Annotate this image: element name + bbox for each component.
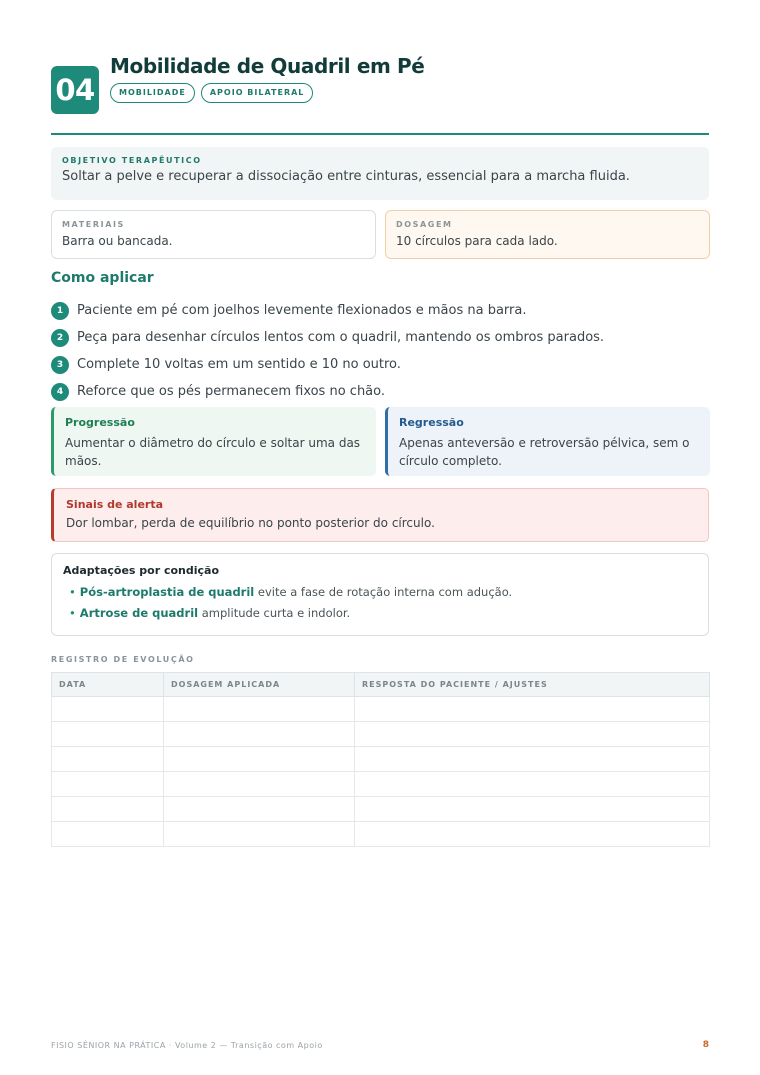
step-number: 2 [51, 329, 69, 347]
adaptation-text: evite a fase de rotação interna com adução. [257, 585, 513, 599]
tag-list [110, 83, 313, 103]
log-cell-dosage[interactable] [164, 722, 355, 747]
log-cell-dosage[interactable] [164, 747, 355, 772]
materials-label: MATERIAIS [62, 220, 125, 229]
bullet-dot-icon: • [69, 585, 76, 599]
evolution-log-table [51, 672, 710, 847]
step-text: Peça para desenhar círculos lentos com o quadril, mantendo os ombros parados. [77, 330, 605, 345]
adaptation-text: amplitude curta e indolor. [201, 606, 351, 620]
table-row [52, 722, 710, 747]
dosage-text: 10 círculos para cada lado. [396, 234, 558, 248]
table-row [52, 747, 710, 772]
page-number: 8 [702, 1040, 709, 1050]
log-cell-response[interactable] [355, 797, 710, 822]
footer-book-title: FISIO SÊNIOR NA PRÁTICA · Volume 2 — Transição com Apoio [51, 1041, 323, 1050]
alert-box [51, 488, 709, 542]
exercise-number-badge: 04 [51, 66, 99, 114]
adaptation-condition: Artrose de quadril [79, 606, 199, 620]
step-number: 4 [51, 383, 69, 401]
alert-title: Sinais de alerta [66, 498, 164, 511]
log-cell-dosage[interactable] [164, 822, 355, 847]
column-header-response: RESPOSTA DO PACIENTE / AJUSTES [355, 673, 710, 697]
materials-text: Barra ou bancada. [62, 234, 173, 248]
table-row [52, 797, 710, 822]
header-divider [51, 133, 709, 135]
tag-apoio-bilateral: APOIO BILATERAL [201, 83, 314, 103]
log-cell-dosage[interactable] [164, 697, 355, 722]
adaptation-condition: Pós-artroplastia de quadril [79, 585, 255, 599]
step-text: Complete 10 voltas em um sentido e 10 no outro. [77, 357, 401, 372]
log-cell-date[interactable] [52, 747, 164, 772]
tag-mobilidade: MOBILIDADE [110, 83, 195, 103]
adaptations-box [51, 553, 709, 636]
step-text: Reforce que os pés permanecem fixos no chão. [77, 384, 386, 399]
step-number: 3 [51, 356, 69, 374]
exercise-title: Mobilidade de Quadril em Pé [110, 54, 425, 78]
regression-text: Apenas anteversão e retroversão pélvica, sem o círculo completo. [399, 436, 690, 468]
log-cell-response[interactable] [355, 747, 710, 772]
alert-text: Dor lombar, perda de equilíbrio no ponto posterior do círculo. [66, 516, 435, 530]
regression-box [385, 407, 710, 476]
table-row [52, 822, 710, 847]
progression-text: Aumentar o diâmetro do círculo e soltar uma das mãos. [65, 436, 361, 468]
dosage-card [385, 210, 710, 259]
exercise-header [51, 54, 709, 116]
log-cell-date[interactable] [52, 772, 164, 797]
adaptation-item [63, 582, 697, 603]
regression-title: Regressão [399, 416, 464, 429]
progression-box [51, 407, 376, 476]
step-text: Paciente em pé com joelhos levemente flexionados e mãos na barra. [77, 303, 527, 318]
log-cell-date[interactable] [52, 722, 164, 747]
column-header-dosage: DOSAGEM APLICADA [164, 673, 355, 697]
step-number: 1 [51, 302, 69, 320]
progression-title: Progressão [65, 416, 135, 429]
objective-label: OBJETIVO TERAPÊUTICO [62, 156, 202, 165]
adaptations-title: Adaptações por condição [63, 564, 220, 577]
step-item [51, 351, 709, 378]
log-cell-response[interactable] [355, 697, 710, 722]
steps-list [51, 297, 709, 405]
log-cell-response[interactable] [355, 722, 710, 747]
table-row [52, 772, 710, 797]
table-row [52, 697, 710, 722]
log-cell-dosage[interactable] [164, 797, 355, 822]
log-cell-date[interactable] [52, 822, 164, 847]
log-cell-response[interactable] [355, 822, 710, 847]
materials-card [51, 210, 376, 259]
step-item [51, 297, 709, 324]
log-cell-date[interactable] [52, 797, 164, 822]
bullet-dot-icon: • [69, 606, 76, 620]
adaptation-item [63, 603, 697, 624]
how-to-title: Como aplicar [51, 270, 154, 286]
objective-text: Soltar a pelve e recuperar a dissociação entre cinturas, essencial para a marcha fluida. [62, 169, 630, 184]
adaptations-list [63, 582, 697, 624]
table-header-row [52, 673, 710, 697]
log-title: REGISTRO DE EVOLUÇÃO [51, 655, 195, 664]
step-item [51, 324, 709, 351]
step-item [51, 378, 709, 405]
log-cell-dosage[interactable] [164, 772, 355, 797]
objective-box [51, 147, 709, 200]
log-cell-date[interactable] [52, 697, 164, 722]
log-cell-response[interactable] [355, 772, 710, 797]
column-header-date: DATA [52, 673, 164, 697]
dosage-label: DOSAGEM [396, 220, 453, 229]
